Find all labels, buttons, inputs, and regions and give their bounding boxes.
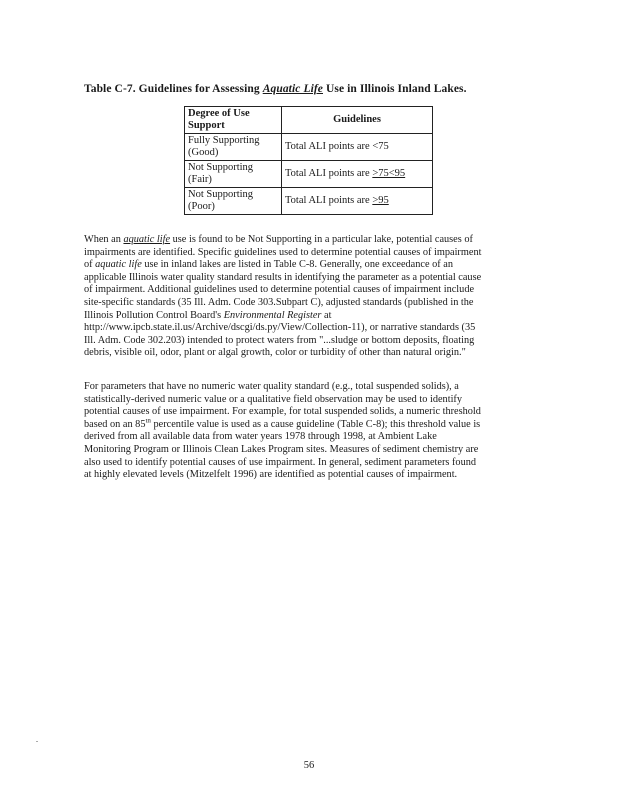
guideline-text: Total ALI points are <75 xyxy=(285,141,389,152)
table-row xyxy=(185,134,433,161)
paragraph-line: Ill. Adm. Code 302.203) intended to protect waters from "...sludge or bottom deposits, floating xyxy=(84,334,475,346)
support-cell: Not Supporting (Fair) xyxy=(185,161,282,188)
table-row xyxy=(185,188,433,215)
guideline-cell xyxy=(282,188,433,215)
paragraph-numeric-standards xyxy=(84,381,534,482)
caption-emphasis: Aquatic Life xyxy=(262,83,323,95)
environmental-register-title: Environmental Register xyxy=(223,309,322,321)
guideline-cell xyxy=(282,134,433,161)
paragraph-line: Illinois Pollution Control Board's Environmental Register at xyxy=(84,309,332,321)
caption-prefix: Table C-7. Guidelines for Assessing xyxy=(84,83,263,95)
table-header-row xyxy=(185,107,433,134)
aquatic-life-term: aquatic life xyxy=(95,259,142,271)
paragraph-line: of aquatic life use in inland lakes are listed in Table C-8. Generally, one exceedance of an xyxy=(84,259,453,271)
paragraph-line: derived from all available data from water years 1978 through 1998, at Ambient Lake xyxy=(84,431,437,443)
paragraph-line: For parameters that have no numeric water quality standard (e.g., total suspended solids), a xyxy=(84,381,459,392)
paragraph-line: http://www.ipcb.state.il.us/Archive/dscgi/ds.py/View/Collection-11), or narrative standards (35 xyxy=(84,322,476,334)
guideline-range: >95 xyxy=(372,195,389,206)
use-support-table xyxy=(184,106,433,215)
guideline-text: Total ALI points are xyxy=(285,195,373,206)
caption-suffix: Use in Illinois Inland Lakes. xyxy=(323,83,467,95)
guideline-cell xyxy=(282,161,433,188)
table-caption xyxy=(84,83,467,95)
paragraph-line: statistically-derived numeric value or a qualitative field observation may be used to identify xyxy=(84,393,463,405)
header-degree-of-use-support: Degree of Use Support xyxy=(185,107,282,134)
paragraph-line: When an aquatic life use is found to be Not Supporting in a particular lake, potential causes of xyxy=(84,234,473,245)
table-row xyxy=(185,161,433,188)
paragraph-line: also used to identify potential causes of use impairment. In general, sediment parameters found xyxy=(84,456,477,468)
guideline-text: Total ALI points are xyxy=(285,168,373,179)
support-cell: Fully Supporting (Good) xyxy=(185,134,282,161)
paragraph-line: debris, visible oil, odor, plant or algal growth, color or turbidity of other than natural origin." xyxy=(84,347,466,359)
margin-mark: . xyxy=(36,735,38,744)
support-cell: Not Supporting (Poor) xyxy=(185,188,282,215)
aquatic-life-term: aquatic life xyxy=(123,234,171,245)
paragraph-line: of impairment. Additional guidelines used to determine potential causes of impairment include xyxy=(84,284,475,296)
paragraph-line: applicable Illinois water quality standard results in identifying the parameter as a potential cause xyxy=(84,271,482,283)
paragraph-line: impairments are identified. Specific guidelines used to determine potential causes of impairment xyxy=(84,246,482,258)
paragraph-line: potential causes of use impairment. For example, for total suspended solids, a numeric threshold xyxy=(84,406,481,418)
guideline-range: >75<95 xyxy=(372,168,406,179)
page-number: 56 xyxy=(303,760,315,771)
paragraph-aquatic-life-impairment xyxy=(84,234,534,360)
paragraph-line: based on an 85th percentile value is used as a cause guideline (Table C-8); this threshold value is xyxy=(84,418,481,430)
paragraph-line: site-specific standards (35 Ill. Adm. Code 303.Subpart C), adjusted standards (published in the xyxy=(84,296,474,308)
paragraph-line: Monitoring Program or Illinois Clean Lakes Program sites. Measures of sediment chemistry are xyxy=(84,443,479,455)
paragraph-line: at highly elevated levels (Mitzelfelt 1996) are identified as potential causes of impairment. xyxy=(84,469,458,481)
header-guidelines: Guidelines xyxy=(282,107,433,134)
